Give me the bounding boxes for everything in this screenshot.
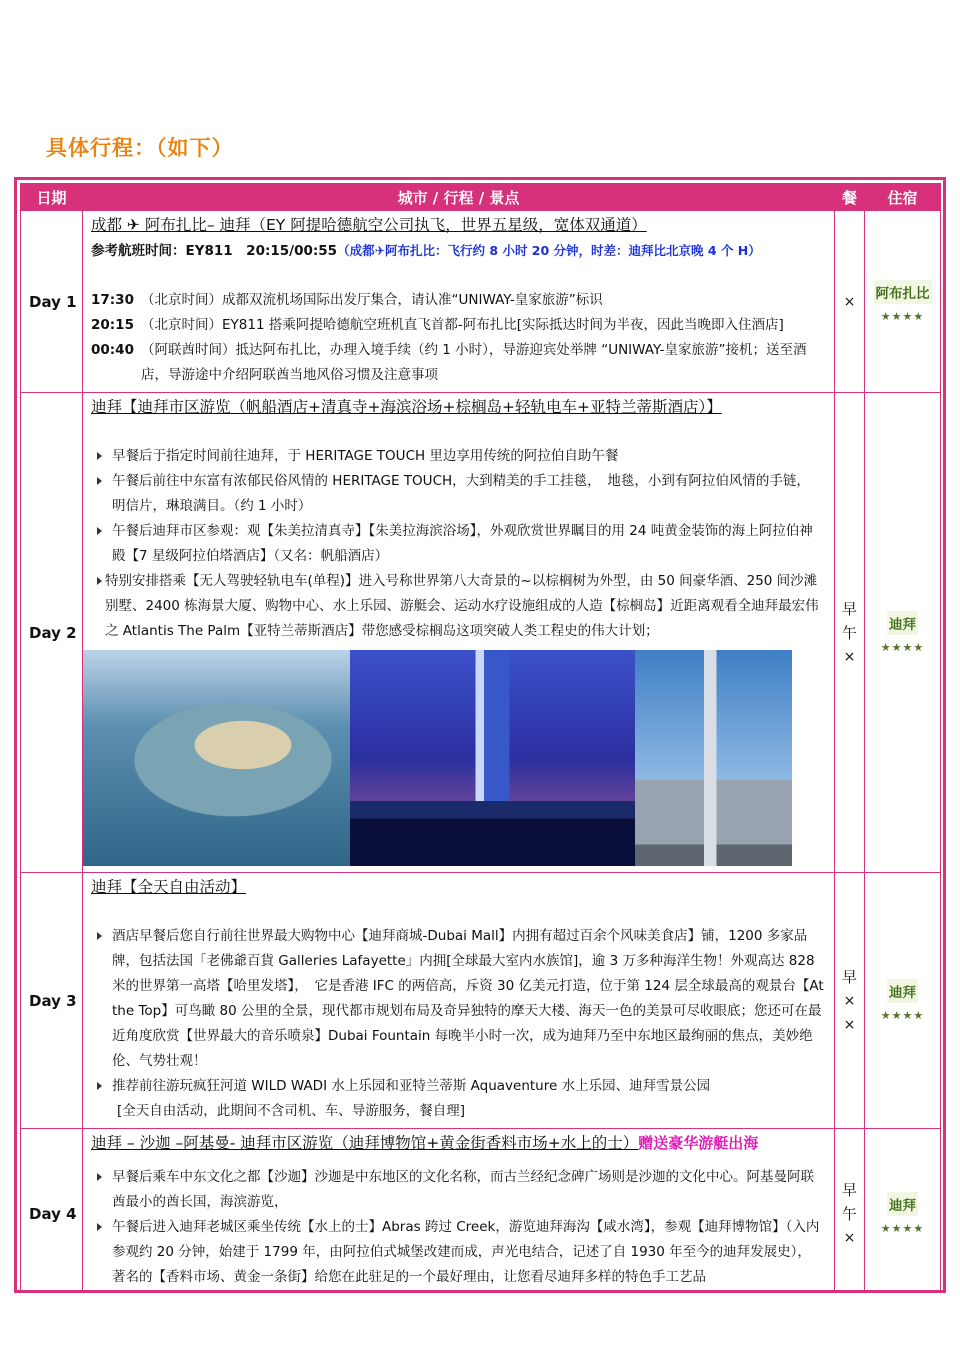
table-header-row [21,184,941,211]
list-item: 酒店早餐后您自行前往世界最大购物中心【迪拜商城-Dubai Mall】内拥有超过百余个风味美食店】铺，1200 多家品牌，包括法国「老佛爺百貨 Galleries Lafayette」内拥[全球最大室内水族馆]，逾 3 万多种海洋生物！外观高达 828 米的世界第一高塔【哈里发塔】， 它是香港 IFC 的两倍高，斥资 30 亿美元打造，位于第 124 层全球最高的观景台【At the Top】可鸟瞰 80 公里的全景，现代都市规划布局及奇异独特的摩天大楼、海天一色的美景可尽收眼底；您还可在最近角度欣赏【世界最大的音乐喷泉】Dubai Fountain 每晚半小时一次，成为迪拜乃至中东地区最绚丽的焦点，美妙绝伦、气势壮观！ [91,924,824,1074]
header-hotel: 住宿 [865,184,941,211]
meal-cell [835,393,865,873]
day-label: Day 4 [21,1129,83,1294]
star-rating: ★★★★ [880,1222,925,1235]
star-rating: ★★★★ [880,641,925,654]
list-item: 午餐后前往中东富有浓郁民俗风情的 HERITAGE TOUCH，大到精美的手工挂毯， 地毯，小到有阿拉伯风情的手链， 明信片，琳琅满目。（约 1 小时） [91,469,824,519]
list-item: 早餐后于指定时间前往迪拜，于 HERITAGE TOUCH 里边享用传统的阿拉伯自助午餐 [91,444,824,469]
meal-breakfast: 早 [841,599,857,618]
meal-lunch: × [843,992,856,1009]
day-label: Day 1 [21,211,83,393]
table-row-day2 [21,393,941,873]
day-label: Day 3 [21,873,83,1129]
meal-lunch: 午 [841,623,857,642]
list-item: 午餐后进入迪拜老城区乘坐传统【水上的士】Abras 跨过 Creek，游览迪拜海沟【咸水湾】，参观【迪拜博物馆】（入内参观约 20 分钟，始建于 1799 年，由阿拉伯式城堡改建而成，声光电结合，记述了自 1930 年至今的迪拜发展史），著名的【香料市场、黄金一条街】给您在此驻足的一个最好理由，让您看尽迪拜多样的特色手工艺品 [91,1215,824,1290]
meal-dinner: × [843,1016,856,1033]
itinerary-heading: 具体行程：（如下） [46,136,234,160]
day4-title: 迪拜 – 沙迦 –阿基曼- 迪拜市区游览（迪拜博物馆+黄金街香料市场+水上的士） [91,1134,639,1152]
itinerary-table-frame [14,177,946,1293]
day1-title: 成都 ✈ 阿布扎比– 迪拜（EY 阿提哈德航空公司执飞，世界五星级，宽体双通道） [91,216,647,234]
hotel-cell [865,873,941,1129]
list-item: 特别安排搭乘【无人驾驶轻轨电车(单程)】进入号称世界第八大奇景的~以棕榈树为外型，由 50 间豪华酒、250 间沙滩别墅、2400 栋海景大厦、购物中心、水上乐园、游艇会、运动水疗设施组成的人造【棕榈岛】近距离观看全迪拜最宏伟之 Atlantis The Palm【亚特兰蒂斯酒店】带您感受棕榈岛这项突破人类工程史的伟大计划； [91,569,824,644]
meal-value: × [843,293,856,310]
header-meal: 餐 [835,184,865,211]
timeline-time: 20:15 [91,317,134,333]
list-item: 早餐后乘车中东文化之都【沙迦】沙迦是中东地区的文化名称，而古兰经纪念碑广场则是沙迦的文化中心。阿基曼阿联酋最小的酋长国，海滨游览， [91,1165,824,1215]
meal-breakfast: 早 [841,967,857,986]
timeline-item [91,338,824,388]
flight-note: （成都✈阿布扎比：飞行约 8 小时 20 分钟，时差：迪拜比北京晚 4 个 H） [337,243,761,258]
meal-cell [835,1129,865,1294]
flight-info: 参考航班时间：EY811 20:15/00:55 [91,243,338,259]
meal-cell [835,873,865,1129]
free-day-note: [全天自由活动，此期间不含司机、车、导游服务，餐自理] [117,1103,466,1119]
palm-island-photo [83,650,350,866]
burj-al-arab-photo [350,650,635,866]
hotel-cell [865,393,941,873]
photo-strip [83,650,824,866]
timeline-time: 00:40 [91,342,134,358]
day4-content [83,1129,835,1294]
table-row-day4 [21,1129,941,1294]
meal-dinner: × [843,648,856,665]
timeline-time: 17:30 [91,292,134,308]
itinerary-table [20,183,941,1293]
list-item: 推荐前往游玩疯狂河道 WILD WADI 水上乐园和亚特兰蒂斯 Aquaventure 水上乐园、迪拜雪景公园 [91,1074,824,1099]
day-label: Day 2 [21,393,83,873]
hotel-name: 迪拜 [887,611,918,635]
day3-content [83,873,835,1129]
hotel-cell [865,1129,941,1294]
hotel-cell [865,211,941,393]
timeline-desc: （阿联酋时间）抵达阿布扎比，办理入境手续（约 1 小时），导游迎宾处举牌 “UNIWAY-皇家旅游”接机；送至酒店，导游途中介绍阿联酋当地风俗习惯及注意事项 [141,342,807,383]
table-row-day1 [21,211,941,393]
day2-title: 迪拜【迪拜市区游览（帆船酒店+清真寺+海滨浴场+棕榈岛+轻轨电车+亚特兰蒂斯酒店）】 [91,398,722,416]
timeline-item [91,313,824,338]
timeline-desc: （北京时间）成都双流机场国际出发厅集合，请认准“UNIWAY-皇家旅游”标识 [141,292,603,308]
hotel-name: 阿布扎比 [874,280,932,304]
list-item: 午餐后迪拜市区参观：观【朱美拉清真寺】【朱美拉海滨浴场】，外观欣赏世界瞩目的用 24 吨黄金装饰的海上阿拉伯神殿【7 星级阿拉伯塔酒店】（又名：帆船酒店） [91,519,824,569]
burj-khalifa-photo [635,650,792,866]
meal-lunch: 午 [841,1204,857,1223]
day3-title: 迪拜【全天自由活动】 [91,878,247,896]
meal-cell [835,211,865,393]
meal-dinner: × [843,1229,856,1246]
star-rating: ★★★★ [880,1009,925,1022]
day1-content [83,211,835,393]
header-city: 城市 / 行程 / 景点 [83,184,835,211]
table-row-day3 [21,873,941,1129]
star-rating: ★★★★ [880,310,925,323]
hotel-name: 迪拜 [887,979,918,1003]
timeline-desc: （北京时间）EY811 搭乘阿提哈德航空班机直飞首都-阿布扎比[实际抵达时间为半夜，因此当晚即入住酒店] [141,317,784,333]
day2-content [83,393,835,873]
timeline-item [91,288,824,313]
meal-breakfast: 早 [841,1180,857,1199]
header-date: 日期 [21,184,83,211]
gift-note: 赠送豪华游艇出海 [638,1134,759,1152]
hotel-name: 迪拜 [887,1192,918,1216]
